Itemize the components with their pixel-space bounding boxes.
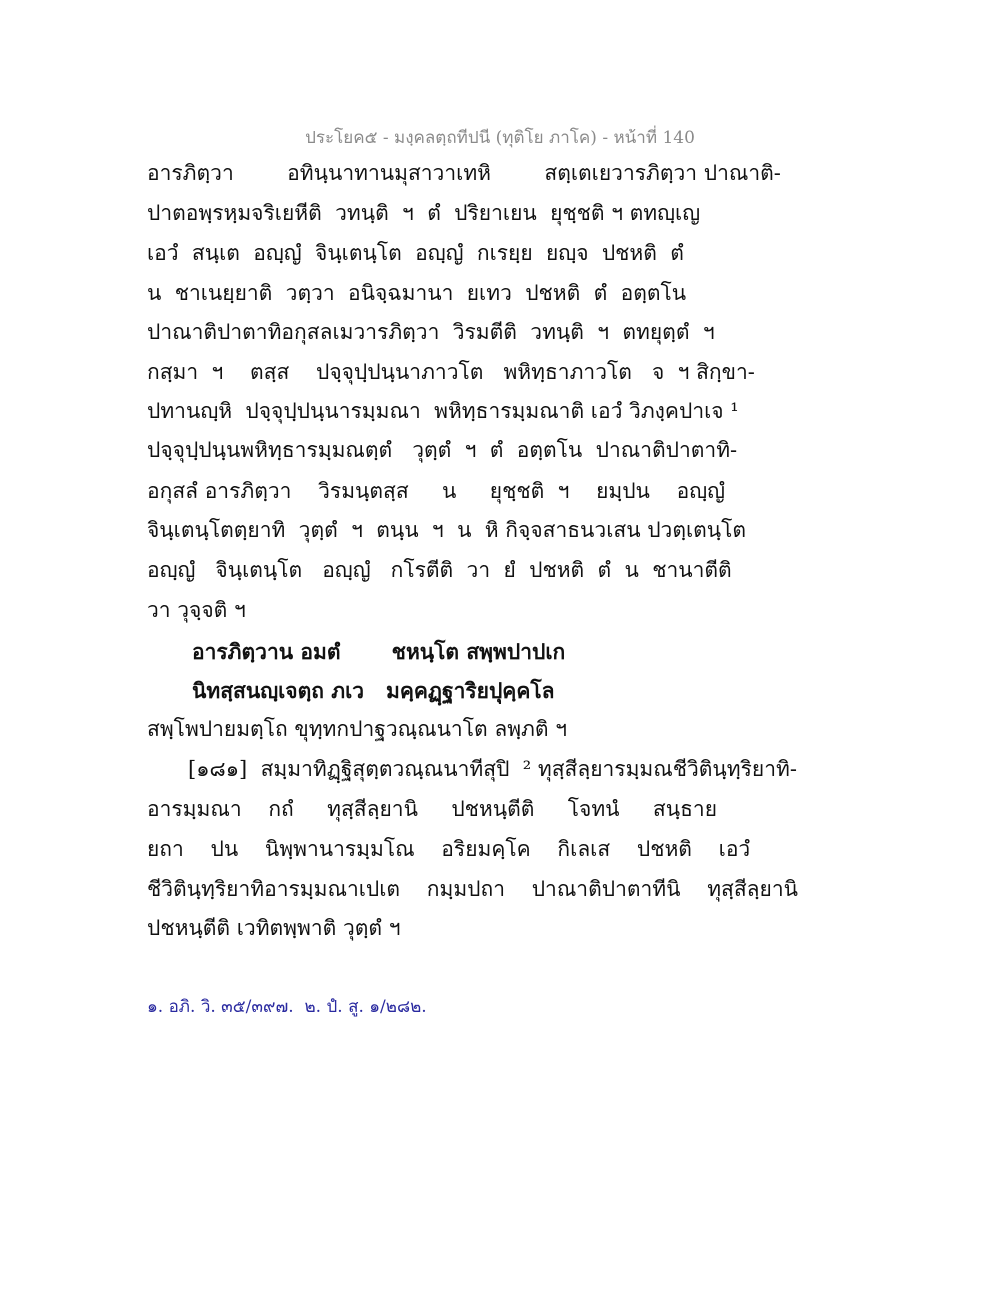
body-line: ปจฺจุปฺปนฺนพหิทฺธารมฺมณตฺตํ วุตฺตํ ฯ ตํ อตฺตโน ปาณาติปาตาทิ- <box>147 438 738 462</box>
body-line: น ชาเนยฺยาติ วตฺวา อนิจฺฉมานา ยเทว ปชหติ ตํ อตฺตโน <box>147 281 687 305</box>
body-line: ชีวิตินฺทฺริยาทิอารมฺมณาเปเต กมฺมปถา ปาณาติปาตาทีนิ ทุสฺสีลฺยานิ <box>147 877 798 901</box>
body-line: เอวํ สนฺเต อญฺญํ จินฺเตนฺโต อญฺญํ กเรยฺย ยญฺจ ปชหติ ตํ <box>147 241 684 265</box>
body-line: ปชหนฺตีติ เวทิตพฺพาติ วุตฺตํ ฯ <box>147 916 401 940</box>
body-line: กสฺมา ฯ ตสฺส ปจฺจุปฺปนฺนาภาวโต พหิทฺธาภาวโต จ ฯ สิกฺขา- <box>147 360 755 384</box>
body-line: ปาตอพฺรหฺมจริเยหีติ วทนฺติ ฯ ตํ ปริยาเยน ยุชฺชติ ฯ ตทญฺเญ <box>147 201 701 225</box>
paragraph-start-line: [๑๘๑] สมฺมาทิฏฺฐิสุตฺตวณฺณนาทีสุปิ ² ทุสฺสีลฺยารมฺมณชีวิตินฺทฺริยาทิ- <box>188 757 797 781</box>
body-line: สพฺโพปายมตฺโถ ขุทฺทกปาฐวณฺณนาโต ลพฺภติ ฯ <box>147 717 567 741</box>
body-line: อารภิตฺวา อทินฺนาทานมุสาวาเทหิ สตฺเตเยวารภิตฺวา ปาณาติ- <box>147 161 781 185</box>
body-line: อารมฺมณา กถํ ทุสฺสีลฺยานิ ปชหนฺตีติ โจทนํ สนฺธาย <box>147 797 718 821</box>
body-line: ปาณาติปาตาทิอกุสลเมวารภิตฺวา วิรมตีติ วทนฺติ ฯ ตทยุตฺตํ ฯ <box>147 320 715 344</box>
verse-line: อารภิตฺวาน อมตํ ชหนฺโต สพฺพปาปเก <box>192 639 566 664</box>
body-line: วา วุจฺจติ ฯ <box>147 598 246 622</box>
body-line: ปทานญฺหิ ปจฺจุปฺปนฺนารมฺมณา พหิทฺธารมฺมณาติ เอวํ วิภงฺคปาเจ ¹ <box>147 399 739 423</box>
body-line: ยถา ปน นิพฺพานารมฺมโณ อริยมคฺโค กิเลเส ปชหติ เอวํ <box>147 837 751 861</box>
footnote: ๑. อภิ. วิ. ๓๕/๓๙๗. ๒. ปํ. สู. ๑/๒๘๒. <box>147 997 427 1017</box>
verse-line: นิทสฺสนญฺเจตฺถ ภเว มคฺคฏฺฐาริยปุคฺคโล <box>192 678 555 703</box>
body-line: จินฺเตนฺโตตฺยาทิ วุตฺตํ ฯ ตนฺน ฯ น หิ กิจฺจสาธนวเสน ปวตฺเตนฺโต <box>147 518 747 542</box>
body-line: อญฺญํ จินฺเตนฺโต อญฺญํ กโรตีติ วา ยํ ปชหติ ตํ น ชานาตีติ <box>147 558 732 582</box>
body-line: อกุสลํ อารภิตฺวา วิรมนฺตสฺส น ยุชฺชติ ฯ ยมฺปน อญฺญํ <box>147 479 726 503</box>
page-header: ประโยค๕ - มงฺคลตฺถทีปนี (ทุติโย ภาโค) - หน้าที่ 140 <box>305 128 695 148</box>
